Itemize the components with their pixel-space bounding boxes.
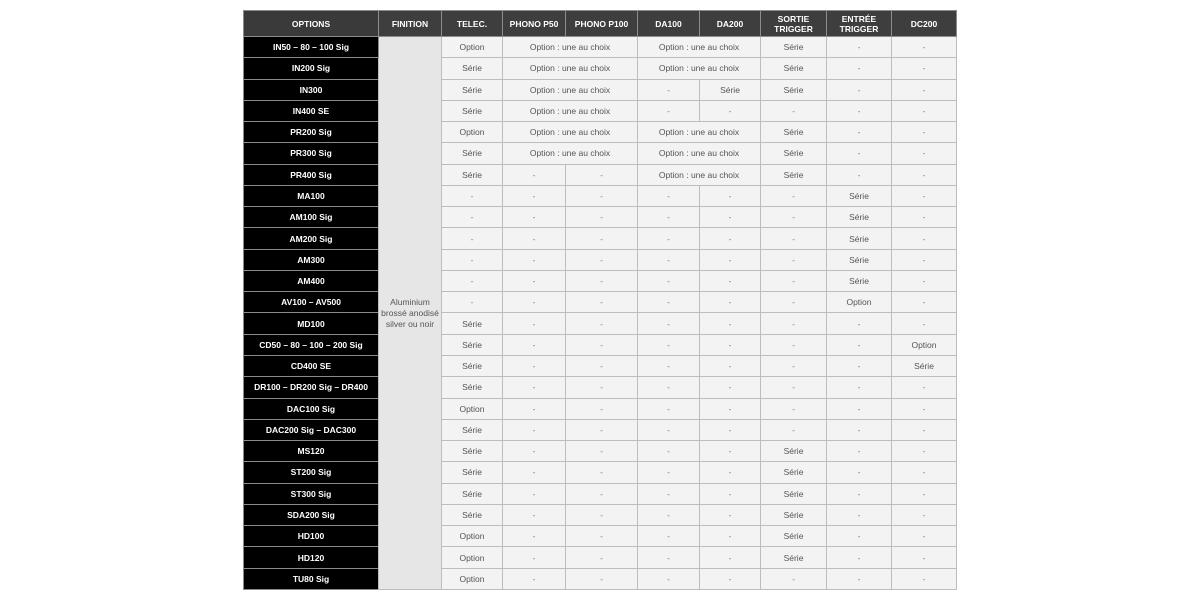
- header-sortie-trigger: SORTIE TRIGGER: [761, 11, 827, 37]
- da100-cell: -: [638, 79, 700, 100]
- da200-cell: -: [700, 292, 761, 313]
- phono-p50-cell: -: [503, 462, 566, 483]
- dc200-cell: -: [892, 526, 957, 547]
- da-cell: Option : une au choix: [638, 58, 761, 79]
- table-row: [244, 398, 957, 419]
- telec-cell: -: [442, 185, 503, 206]
- dc200-cell: -: [892, 185, 957, 206]
- telec-cell: Série: [442, 441, 503, 462]
- header-row: [244, 11, 957, 37]
- entree-trigger-cell: -: [827, 100, 892, 121]
- model-name-cell: CD50 – 80 – 100 – 200 Sig: [244, 334, 379, 355]
- da100-cell: -: [638, 568, 700, 589]
- entree-trigger-cell: -: [827, 377, 892, 398]
- telec-cell: Option: [442, 398, 503, 419]
- telec-cell: Série: [442, 100, 503, 121]
- entree-trigger-cell: -: [827, 504, 892, 525]
- model-name-cell: AM400: [244, 270, 379, 291]
- entree-trigger-cell: Série: [827, 228, 892, 249]
- sortie-trigger-cell: Série: [761, 462, 827, 483]
- model-name-cell: DAC100 Sig: [244, 398, 379, 419]
- da200-cell: -: [700, 270, 761, 291]
- entree-trigger-cell: -: [827, 568, 892, 589]
- phono-p100-cell: -: [566, 462, 638, 483]
- table-row: [244, 164, 957, 185]
- finition-cell: Aluminium brossé anodisé silver ou noir: [379, 37, 442, 590]
- model-name-cell: PR300 Sig: [244, 143, 379, 164]
- sortie-trigger-cell: -: [761, 334, 827, 355]
- da100-cell: -: [638, 185, 700, 206]
- model-name-cell: HD100: [244, 526, 379, 547]
- telec-cell: Option: [442, 547, 503, 568]
- telec-cell: Série: [442, 377, 503, 398]
- entree-trigger-cell: -: [827, 441, 892, 462]
- da200-cell: -: [700, 568, 761, 589]
- dc200-cell: -: [892, 292, 957, 313]
- table-row: [244, 292, 957, 313]
- sortie-trigger-cell: -: [761, 419, 827, 440]
- sortie-trigger-cell: Série: [761, 526, 827, 547]
- phono-p100-cell: -: [566, 292, 638, 313]
- phono-p100-cell: -: [566, 207, 638, 228]
- entree-trigger-cell: -: [827, 143, 892, 164]
- da100-cell: -: [638, 249, 700, 270]
- da100-cell: -: [638, 270, 700, 291]
- entree-trigger-cell: -: [827, 164, 892, 185]
- phono-p50-cell: -: [503, 228, 566, 249]
- phono-p100-cell: -: [566, 270, 638, 291]
- telec-cell: Option: [442, 122, 503, 143]
- model-name-cell: ST200 Sig: [244, 462, 379, 483]
- dc200-cell: -: [892, 483, 957, 504]
- sortie-trigger-cell: Série: [761, 164, 827, 185]
- phono-p50-cell: -: [503, 355, 566, 376]
- header-options: OPTIONS: [244, 11, 379, 37]
- header-da100: DA100: [638, 11, 700, 37]
- table-row: [244, 58, 957, 79]
- phono-p50-cell: -: [503, 185, 566, 206]
- sortie-trigger-cell: -: [761, 377, 827, 398]
- model-name-cell: MA100: [244, 185, 379, 206]
- dc200-cell: -: [892, 377, 957, 398]
- dc200-cell: -: [892, 313, 957, 334]
- table-row: [244, 334, 957, 355]
- entree-trigger-cell: -: [827, 58, 892, 79]
- da100-cell: -: [638, 547, 700, 568]
- entree-trigger-cell: -: [827, 462, 892, 483]
- phono-p100-cell: -: [566, 164, 638, 185]
- phono-p50-cell: -: [503, 526, 566, 547]
- phono-p100-cell: -: [566, 355, 638, 376]
- telec-cell: -: [442, 270, 503, 291]
- telec-cell: Série: [442, 504, 503, 525]
- da200-cell: Série: [700, 79, 761, 100]
- table-row: [244, 37, 957, 58]
- telec-cell: -: [442, 207, 503, 228]
- entree-trigger-cell: -: [827, 355, 892, 376]
- phono-p100-cell: -: [566, 504, 638, 525]
- phono-p50-cell: -: [503, 270, 566, 291]
- phono-p100-cell: -: [566, 526, 638, 547]
- da200-cell: -: [700, 398, 761, 419]
- telec-cell: Série: [442, 483, 503, 504]
- model-name-cell: DR100 – DR200 Sig – DR400: [244, 377, 379, 398]
- telec-cell: Série: [442, 58, 503, 79]
- entree-trigger-cell: -: [827, 37, 892, 58]
- telec-cell: Série: [442, 79, 503, 100]
- phono-p50-cell: -: [503, 483, 566, 504]
- sortie-trigger-cell: Série: [761, 58, 827, 79]
- entree-trigger-cell: -: [827, 334, 892, 355]
- model-name-cell: DAC200 Sig – DAC300: [244, 419, 379, 440]
- header-telec: TELEC.: [442, 11, 503, 37]
- table-row: [244, 122, 957, 143]
- entree-trigger-cell: Option: [827, 292, 892, 313]
- table-body: [244, 37, 957, 590]
- table-row: [244, 79, 957, 100]
- telec-cell: Série: [442, 334, 503, 355]
- header-entree-trigger: ENTRÉE TRIGGER: [827, 11, 892, 37]
- dc200-cell: -: [892, 270, 957, 291]
- da100-cell: -: [638, 504, 700, 525]
- header-finition: FINITION: [379, 11, 442, 37]
- sortie-trigger-cell: -: [761, 270, 827, 291]
- phono-cell: Option : une au choix: [503, 122, 638, 143]
- telec-cell: -: [442, 228, 503, 249]
- phono-p50-cell: -: [503, 398, 566, 419]
- entree-trigger-cell: Série: [827, 207, 892, 228]
- header-da200: DA200: [700, 11, 761, 37]
- model-name-cell: IN50 – 80 – 100 Sig: [244, 37, 379, 58]
- header-phono-p100: PHONO P100: [566, 11, 638, 37]
- table-row: [244, 526, 957, 547]
- telec-cell: Série: [442, 313, 503, 334]
- phono-p100-cell: -: [566, 398, 638, 419]
- da200-cell: -: [700, 207, 761, 228]
- sortie-trigger-cell: -: [761, 292, 827, 313]
- sortie-trigger-cell: Série: [761, 504, 827, 525]
- da-cell: Option : une au choix: [638, 122, 761, 143]
- sortie-trigger-cell: Série: [761, 79, 827, 100]
- phono-p100-cell: -: [566, 377, 638, 398]
- entree-trigger-cell: -: [827, 79, 892, 100]
- options-table: [243, 10, 957, 590]
- phono-p50-cell: -: [503, 377, 566, 398]
- telec-cell: -: [442, 249, 503, 270]
- table-row: [244, 355, 957, 376]
- da200-cell: -: [700, 462, 761, 483]
- phono-p100-cell: -: [566, 313, 638, 334]
- telec-cell: Option: [442, 526, 503, 547]
- telec-cell: Série: [442, 143, 503, 164]
- da200-cell: -: [700, 334, 761, 355]
- table-row: [244, 100, 957, 121]
- dc200-cell: -: [892, 164, 957, 185]
- da100-cell: -: [638, 419, 700, 440]
- telec-cell: Option: [442, 37, 503, 58]
- dc200-cell: -: [892, 100, 957, 121]
- table-row: [244, 207, 957, 228]
- entree-trigger-cell: -: [827, 398, 892, 419]
- phono-p50-cell: -: [503, 334, 566, 355]
- phono-p100-cell: -: [566, 419, 638, 440]
- sortie-trigger-cell: Série: [761, 483, 827, 504]
- phono-p100-cell: -: [566, 483, 638, 504]
- table-row: [244, 547, 957, 568]
- telec-cell: -: [442, 292, 503, 313]
- model-name-cell: ST300 Sig: [244, 483, 379, 504]
- dc200-cell: -: [892, 37, 957, 58]
- phono-p50-cell: -: [503, 292, 566, 313]
- telec-cell: Option: [442, 568, 503, 589]
- sortie-trigger-cell: Série: [761, 37, 827, 58]
- entree-trigger-cell: Série: [827, 270, 892, 291]
- dc200-cell: -: [892, 249, 957, 270]
- telec-cell: Série: [442, 462, 503, 483]
- phono-p50-cell: -: [503, 249, 566, 270]
- entree-trigger-cell: -: [827, 526, 892, 547]
- da100-cell: -: [638, 526, 700, 547]
- da200-cell: -: [700, 355, 761, 376]
- sortie-trigger-cell: -: [761, 313, 827, 334]
- table-row: [244, 270, 957, 291]
- phono-p50-cell: -: [503, 313, 566, 334]
- sortie-trigger-cell: -: [761, 207, 827, 228]
- entree-trigger-cell: -: [827, 547, 892, 568]
- model-name-cell: AM200 Sig: [244, 228, 379, 249]
- model-name-cell: AM300: [244, 249, 379, 270]
- phono-p100-cell: -: [566, 441, 638, 462]
- table-row: [244, 419, 957, 440]
- dc200-cell: -: [892, 504, 957, 525]
- da100-cell: -: [638, 228, 700, 249]
- sortie-trigger-cell: Série: [761, 143, 827, 164]
- da100-cell: -: [638, 441, 700, 462]
- phono-p50-cell: -: [503, 547, 566, 568]
- da200-cell: -: [700, 377, 761, 398]
- dc200-cell: -: [892, 568, 957, 589]
- sortie-trigger-cell: -: [761, 228, 827, 249]
- phono-p100-cell: -: [566, 249, 638, 270]
- sortie-trigger-cell: -: [761, 100, 827, 121]
- entree-trigger-cell: -: [827, 122, 892, 143]
- phono-cell: Option : une au choix: [503, 58, 638, 79]
- da100-cell: -: [638, 313, 700, 334]
- da200-cell: -: [700, 100, 761, 121]
- da-cell: Option : une au choix: [638, 143, 761, 164]
- table-row: [244, 504, 957, 525]
- da200-cell: -: [700, 313, 761, 334]
- da100-cell: -: [638, 334, 700, 355]
- telec-cell: Série: [442, 164, 503, 185]
- table-row: [244, 483, 957, 504]
- entree-trigger-cell: -: [827, 483, 892, 504]
- model-name-cell: TU80 Sig: [244, 568, 379, 589]
- dc200-cell: -: [892, 228, 957, 249]
- dc200-cell: -: [892, 79, 957, 100]
- da100-cell: -: [638, 207, 700, 228]
- sortie-trigger-cell: -: [761, 249, 827, 270]
- entree-trigger-cell: -: [827, 313, 892, 334]
- model-name-cell: IN400 SE: [244, 100, 379, 121]
- dc200-cell: -: [892, 207, 957, 228]
- sortie-trigger-cell: -: [761, 185, 827, 206]
- dc200-cell: -: [892, 462, 957, 483]
- dc200-cell: -: [892, 441, 957, 462]
- model-name-cell: MS120: [244, 441, 379, 462]
- da100-cell: -: [638, 292, 700, 313]
- dc200-cell: -: [892, 122, 957, 143]
- dc200-cell: -: [892, 58, 957, 79]
- model-name-cell: IN300: [244, 79, 379, 100]
- da100-cell: -: [638, 483, 700, 504]
- da200-cell: -: [700, 419, 761, 440]
- dc200-cell: Option: [892, 334, 957, 355]
- phono-p100-cell: -: [566, 568, 638, 589]
- phono-p50-cell: -: [503, 441, 566, 462]
- table-row: [244, 313, 957, 334]
- table-row: [244, 185, 957, 206]
- model-name-cell: SDA200 Sig: [244, 504, 379, 525]
- phono-cell: Option : une au choix: [503, 143, 638, 164]
- da200-cell: -: [700, 185, 761, 206]
- table-row: [244, 228, 957, 249]
- sortie-trigger-cell: -: [761, 398, 827, 419]
- dc200-cell: -: [892, 398, 957, 419]
- sortie-trigger-cell: -: [761, 568, 827, 589]
- entree-trigger-cell: -: [827, 419, 892, 440]
- da200-cell: -: [700, 504, 761, 525]
- da200-cell: -: [700, 441, 761, 462]
- phono-cell: Option : une au choix: [503, 100, 638, 121]
- header-dc200: DC200: [892, 11, 957, 37]
- sortie-trigger-cell: Série: [761, 122, 827, 143]
- model-name-cell: PR200 Sig: [244, 122, 379, 143]
- da100-cell: -: [638, 355, 700, 376]
- da100-cell: -: [638, 462, 700, 483]
- table-row: [244, 568, 957, 589]
- model-name-cell: AV100 – AV500: [244, 292, 379, 313]
- phono-cell: Option : une au choix: [503, 37, 638, 58]
- model-name-cell: AM100 Sig: [244, 207, 379, 228]
- sortie-trigger-cell: -: [761, 355, 827, 376]
- sortie-trigger-cell: Série: [761, 547, 827, 568]
- dc200-cell: Série: [892, 355, 957, 376]
- telec-cell: Série: [442, 419, 503, 440]
- da100-cell: -: [638, 398, 700, 419]
- table-row: [244, 249, 957, 270]
- phono-cell: Option : une au choix: [503, 79, 638, 100]
- dc200-cell: -: [892, 143, 957, 164]
- table-row: [244, 441, 957, 462]
- phono-p50-cell: -: [503, 568, 566, 589]
- phono-p100-cell: -: [566, 185, 638, 206]
- table-row: [244, 377, 957, 398]
- phono-p100-cell: -: [566, 547, 638, 568]
- phono-p50-cell: -: [503, 207, 566, 228]
- model-name-cell: PR400 Sig: [244, 164, 379, 185]
- phono-p100-cell: -: [566, 334, 638, 355]
- phono-p100-cell: -: [566, 228, 638, 249]
- da200-cell: -: [700, 228, 761, 249]
- da200-cell: -: [700, 526, 761, 547]
- da100-cell: -: [638, 100, 700, 121]
- entree-trigger-cell: Série: [827, 185, 892, 206]
- model-name-cell: CD400 SE: [244, 355, 379, 376]
- phono-p50-cell: -: [503, 164, 566, 185]
- da-cell: Option : une au choix: [638, 164, 761, 185]
- telec-cell: Série: [442, 355, 503, 376]
- model-name-cell: MD100: [244, 313, 379, 334]
- phono-p50-cell: -: [503, 504, 566, 525]
- dc200-cell: -: [892, 419, 957, 440]
- da200-cell: -: [700, 483, 761, 504]
- da100-cell: -: [638, 377, 700, 398]
- da200-cell: -: [700, 249, 761, 270]
- phono-p50-cell: -: [503, 419, 566, 440]
- model-name-cell: IN200 Sig: [244, 58, 379, 79]
- table-row: [244, 462, 957, 483]
- entree-trigger-cell: Série: [827, 249, 892, 270]
- da-cell: Option : une au choix: [638, 37, 761, 58]
- model-name-cell: HD120: [244, 547, 379, 568]
- header-phono-p50: PHONO P50: [503, 11, 566, 37]
- dc200-cell: -: [892, 547, 957, 568]
- table-row: [244, 143, 957, 164]
- sortie-trigger-cell: Série: [761, 441, 827, 462]
- da200-cell: -: [700, 547, 761, 568]
